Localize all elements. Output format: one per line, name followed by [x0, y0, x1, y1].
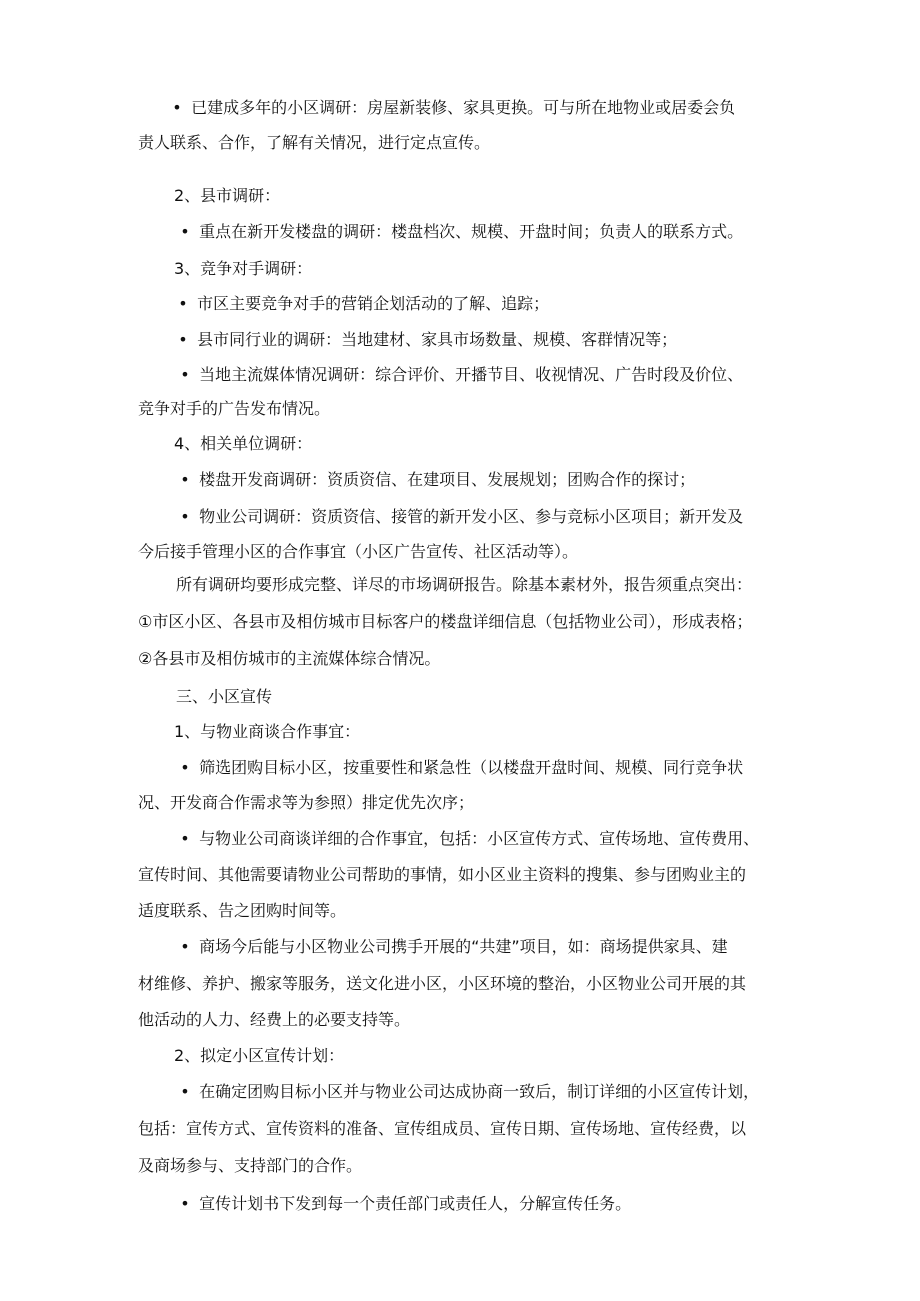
paragraph-continuation: 材维修、养护、搬家等服务，送文化进小区，小区环境的整治，小区物业公司开展的其 [138, 974, 747, 993]
paragraph-continuation: 适度联系、告之团购时间等。 [138, 901, 347, 920]
section-heading: 2、县市调研： [174, 186, 281, 205]
paragraph-text: 与物业公司商谈详细的合作事宜，包括：小区宣传方式、宣传场地、宣传费用、 [199, 829, 760, 848]
paragraph-text: 已建成多年的小区调研：房屋新装修、家具更换。可与所在地物业或居委会负 [191, 98, 736, 117]
bullet-icon: • [172, 98, 182, 117]
paragraph-text: 商场今后能与小区物业公司携手开展的“共建”项目，如：商场提供家具、建 [199, 937, 728, 956]
bullet-item [176, 936, 728, 958]
paragraph-text: 筛选团购目标小区，按重要性和紧急性（以楼盘开盘时间、规模、同行竞争状 [199, 758, 744, 777]
bullet-item [174, 329, 677, 351]
paragraph-text: 市区主要竞争对手的营销企划活动的了解、追踪； [197, 294, 550, 313]
chapter-heading: 三、小区宣传 [176, 687, 273, 706]
paragraph-text: 楼盘开发商调研：资质资信、在建项目、发展规划；团购合作的探讨； [199, 470, 696, 489]
section-heading: 3、竞争对手调研： [174, 259, 313, 278]
bullet-icon: • [178, 330, 188, 349]
paragraph-text: 重点在新开发楼盘的调研：楼盘档次、规模、开盘时间；负责人的联系方式。 [199, 222, 744, 241]
bullet-icon: • [180, 758, 190, 777]
paragraph-text: 宣传计划书下发到每一个责任部门或责任人，分解宣传任务。 [199, 1194, 632, 1213]
bullet-icon: • [180, 222, 190, 241]
bullet-icon: • [180, 507, 190, 526]
bullet-icon: • [180, 470, 190, 489]
bullet-icon: • [180, 365, 190, 384]
bullet-item [168, 97, 735, 119]
bullet-icon: • [178, 294, 188, 313]
paragraph-continuation: ①市区小区、各县市及相仿城市目标客户的楼盘详细信息（包括物业公司），形成表格； [138, 612, 753, 631]
section-heading: 1、与物业商谈合作事宜： [174, 722, 361, 741]
paragraph-continuation: 况、开发商合作需求等为参照）排定优先次序； [138, 793, 475, 812]
bullet-item [176, 469, 695, 491]
section-heading: 2、拟定小区宣传计划： [174, 1046, 345, 1065]
bullet-item [176, 364, 743, 386]
paragraph-continuation: 责人联系、合作，了解有关情况，进行定点宣传。 [138, 133, 491, 152]
bullet-item [176, 757, 743, 779]
bullet-item [176, 506, 743, 528]
bullet-icon: • [180, 1082, 190, 1101]
paragraph-text: 县市同行业的调研：当地建材、家具市场数量、规模、客群情况等； [197, 330, 678, 349]
bullet-icon: • [180, 829, 190, 848]
bullet-item [174, 293, 549, 315]
paragraph-text: 所有调研均要形成完整、详尽的市场调研报告。除基本素材外，报告须重点突出： [176, 575, 753, 594]
paragraph-continuation: 及商场参与、支持部门的合作。 [138, 1156, 363, 1175]
paragraph-text: 在确定团购目标小区并与物业公司达成协商一致后，制订详细的小区宣传计划， [199, 1082, 760, 1101]
paragraph-continuation: 竞争对手的广告发布情况。 [138, 399, 331, 418]
paragraph-text: 当地主流媒体情况调研：综合评价、开播节目、收视情况、广告时段及价位、 [199, 365, 744, 384]
paragraph-text: 物业公司调研：资质资信、接管的新开发小区、参与竞标小区项目；新开发及 [199, 507, 744, 526]
section-heading: 4、相关单位调研： [174, 434, 313, 453]
bullet-item [176, 1081, 759, 1103]
paragraph-continuation: 他活动的人力、经费上的必要支持等。 [138, 1010, 411, 1029]
paragraph-continuation: ②各县市及相仿城市的主流媒体综合情况。 [138, 649, 441, 668]
bullet-icon: • [180, 937, 190, 956]
paragraph-continuation: 包括：宣传方式、宣传资料的准备、宣传组成员、宣传日期、宣传场地、宣传经费，以 [138, 1119, 747, 1138]
bullet-icon: • [180, 1194, 190, 1213]
bullet-item [176, 221, 743, 243]
paragraph-continuation: 今后接手管理小区的合作事宜（小区广告宣传、社区活动等）。 [138, 542, 579, 561]
bullet-item [176, 1193, 631, 1215]
paragraph-continuation: 宣传时间、其他需要请物业公司帮助的事情，如小区业主资料的搜集、参与团购业主的 [138, 865, 747, 884]
bullet-item [176, 828, 759, 850]
